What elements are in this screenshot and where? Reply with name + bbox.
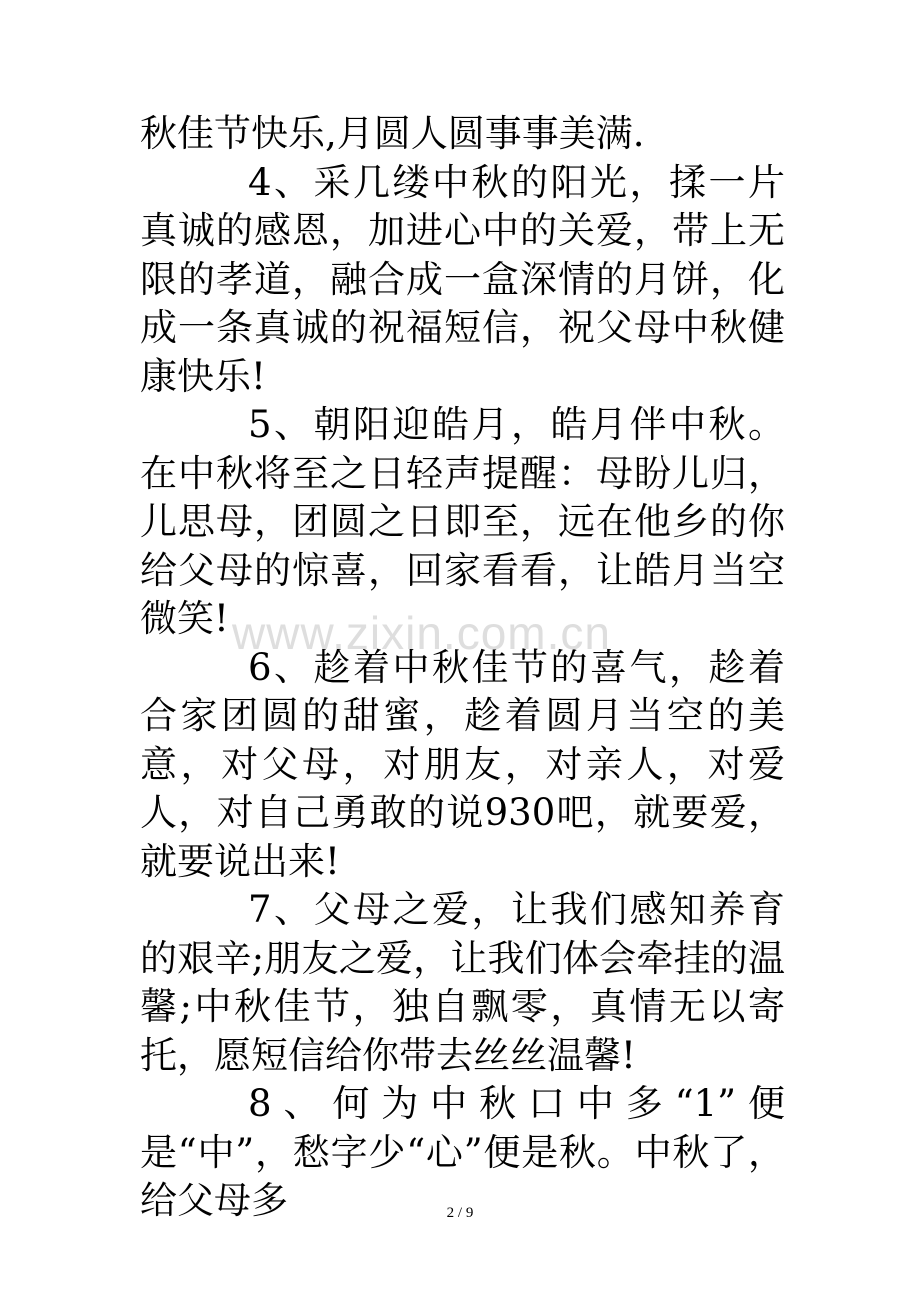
paragraph-7: 7、父母之爱，让我们感知养育的艰辛;朋友之爱，让我们体会牵挂的温馨;中秋佳节，独自飘零，真情无以寄托，愿短信给你带去丝丝温馨! xyxy=(140,888,785,1077)
page-number: 2 / 9 xyxy=(446,1205,474,1221)
paragraph-continuation: 秋佳节快乐,月圆人圆事事美满. xyxy=(140,112,645,155)
paragraph-6: 6、趁着中秋佳节的喜气，趁着合家团圆的甜蜜，趁着圆月当空的美意，对父母，对朋友，对亲人，对爱人，对自己勇敢的说930吧，就要爱，就要说出来! xyxy=(140,645,785,883)
paragraph-5: 5、朝阳迎皓月，皓月伴中秋。在中秋将至之日轻声提醒：母盼儿归，儿思母，团圆之日即至，远在他乡的你给父母的惊喜，回家看看，让皓月当空微笑! xyxy=(140,403,785,640)
body-text xyxy=(140,110,785,1226)
paragraph-8: 8、何为中秋口中多“1”便是“中”，愁字少“心”便是秋。中秋了，给父母多 xyxy=(140,1082,785,1222)
paragraph-4: 4、采几缕中秋的阳光，揉一片真诚的感恩，加进心中的关爱，带上无限的孝道，融合成一盒深情的月饼，化成一条真诚的祝福短信，祝父母中秋健康快乐! xyxy=(140,160,785,398)
watermark: www.zixin.com.cn xyxy=(232,607,611,659)
